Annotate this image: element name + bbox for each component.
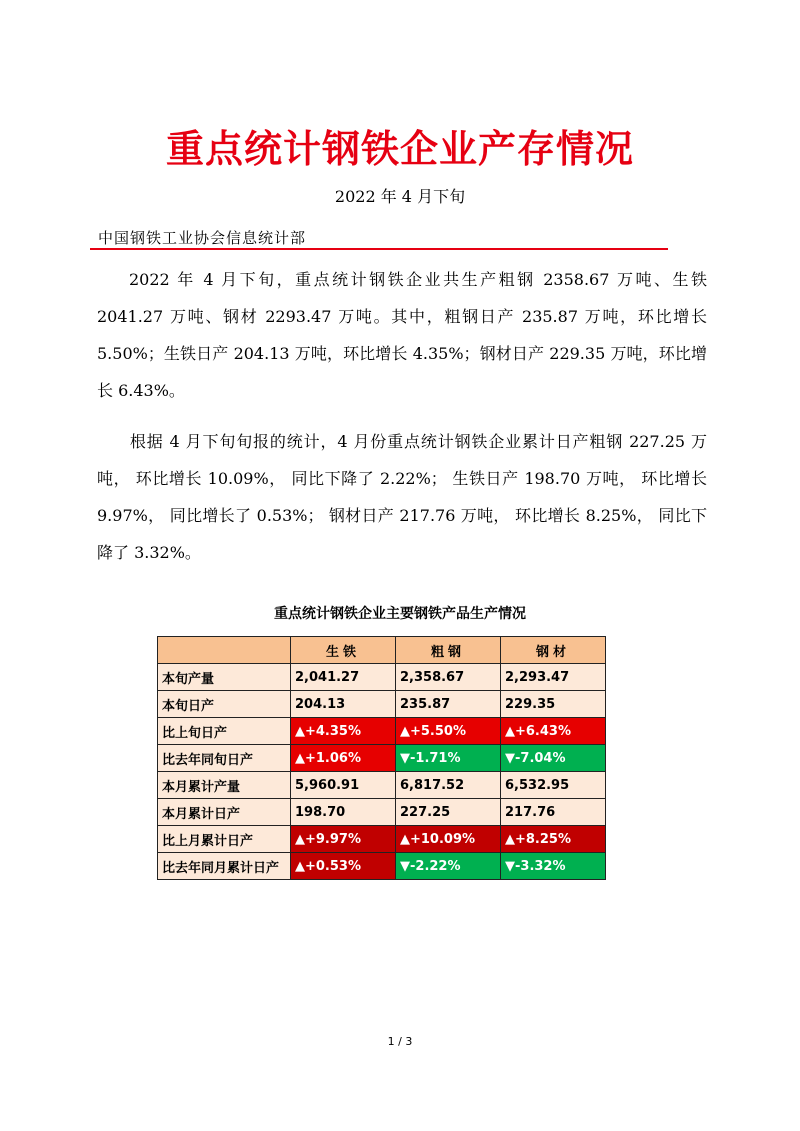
table-cell: 6,817.52 <box>396 772 501 799</box>
document-title: 重点统计钢铁企业产存情况 <box>165 126 634 171</box>
production-table <box>157 636 606 880</box>
paragraph-monthly <box>97 423 707 571</box>
header-empty <box>158 637 291 664</box>
paragraph-summary <box>97 261 707 409</box>
table-cell: ▼-7.04% <box>501 745 606 772</box>
table-row <box>158 664 606 691</box>
header-crude-steel: 粗钢 <box>396 637 501 664</box>
table-row <box>158 772 606 799</box>
table-row <box>158 691 606 718</box>
table-cell: 6,532.95 <box>501 772 606 799</box>
table-cell: ▲+4.35% <box>291 718 396 745</box>
table-cell: ▼-1.71% <box>396 745 501 772</box>
table-cell: 229.35 <box>501 691 606 718</box>
page-number: 1 / 3 <box>387 1035 413 1048</box>
table-row <box>158 826 606 853</box>
row-label: 比去年同旬日产 <box>158 745 291 772</box>
table-row <box>158 853 606 880</box>
table-cell: 2,293.47 <box>501 664 606 691</box>
table-cell: ▲+5.50% <box>396 718 501 745</box>
table-cell: ▲+0.53% <box>291 853 396 880</box>
table-cell: ▼-3.32% <box>501 853 606 880</box>
paragraph-monthly-text: 根据 4 月下旬旬报的统计，4 月份重点统计钢铁企业累计日产粗钢 227.25 万吨， 环比增长 10.09%， 同比下降了 2.22%； 生铁日产 198.70 万吨， 环比增长 9.97%， 同比增长了 0.53%； 钢材日产 217.76 万吨， 环比增长 8.25%， 同比下降了 3.32%。 <box>97 432 707 562</box>
table-header-row <box>158 637 606 664</box>
header-steel-products: 钢材 <box>501 637 606 664</box>
table-cell: 2,358.67 <box>396 664 501 691</box>
header-pig-iron: 生铁 <box>291 637 396 664</box>
table-cell: 198.70 <box>291 799 396 826</box>
red-divider <box>90 248 668 250</box>
table-cell: 227.25 <box>396 799 501 826</box>
table-cell: 5,960.91 <box>291 772 396 799</box>
row-label: 本月累计日产 <box>158 799 291 826</box>
table-title: 重点统计钢铁企业主要钢铁产品生产情况 <box>274 606 526 622</box>
row-label: 比上旬日产 <box>158 718 291 745</box>
table-row <box>158 745 606 772</box>
table-cell: ▲+1.06% <box>291 745 396 772</box>
table-cell: 217.76 <box>501 799 606 826</box>
table-cell: ▲+9.97% <box>291 826 396 853</box>
department-name: 中国钢铁工业协会信息统计部 <box>98 229 307 247</box>
table-cell: 204.13 <box>291 691 396 718</box>
row-label: 本旬产量 <box>158 664 291 691</box>
table-cell: ▼-2.22% <box>396 853 501 880</box>
table-row <box>158 799 606 826</box>
row-label: 本旬日产 <box>158 691 291 718</box>
table-row <box>158 718 606 745</box>
paragraph-summary-text: 2022 年 4 月下旬，重点统计钢铁企业共生产粗钢 2358.67 万吨、生铁 2041.27 万吨、钢材 2293.47 万吨。其中，粗钢日产 235.87 万吨，环比增长 5.50%；生铁日产 204.13 万吨，环比增长 4.35%；钢材日产 229.35 万吨，环比增长 6.43%。 <box>97 270 707 400</box>
row-label: 比去年同月累计日产 <box>158 853 291 880</box>
row-label: 本月累计产量 <box>158 772 291 799</box>
table-cell: ▲+10.09% <box>396 826 501 853</box>
report-date: 2022 年 4 月下旬 <box>334 187 466 206</box>
table-cell: 235.87 <box>396 691 501 718</box>
table-cell: 2,041.27 <box>291 664 396 691</box>
table-cell: ▲+8.25% <box>501 826 606 853</box>
row-label: 比上月累计日产 <box>158 826 291 853</box>
table-cell: ▲+6.43% <box>501 718 606 745</box>
